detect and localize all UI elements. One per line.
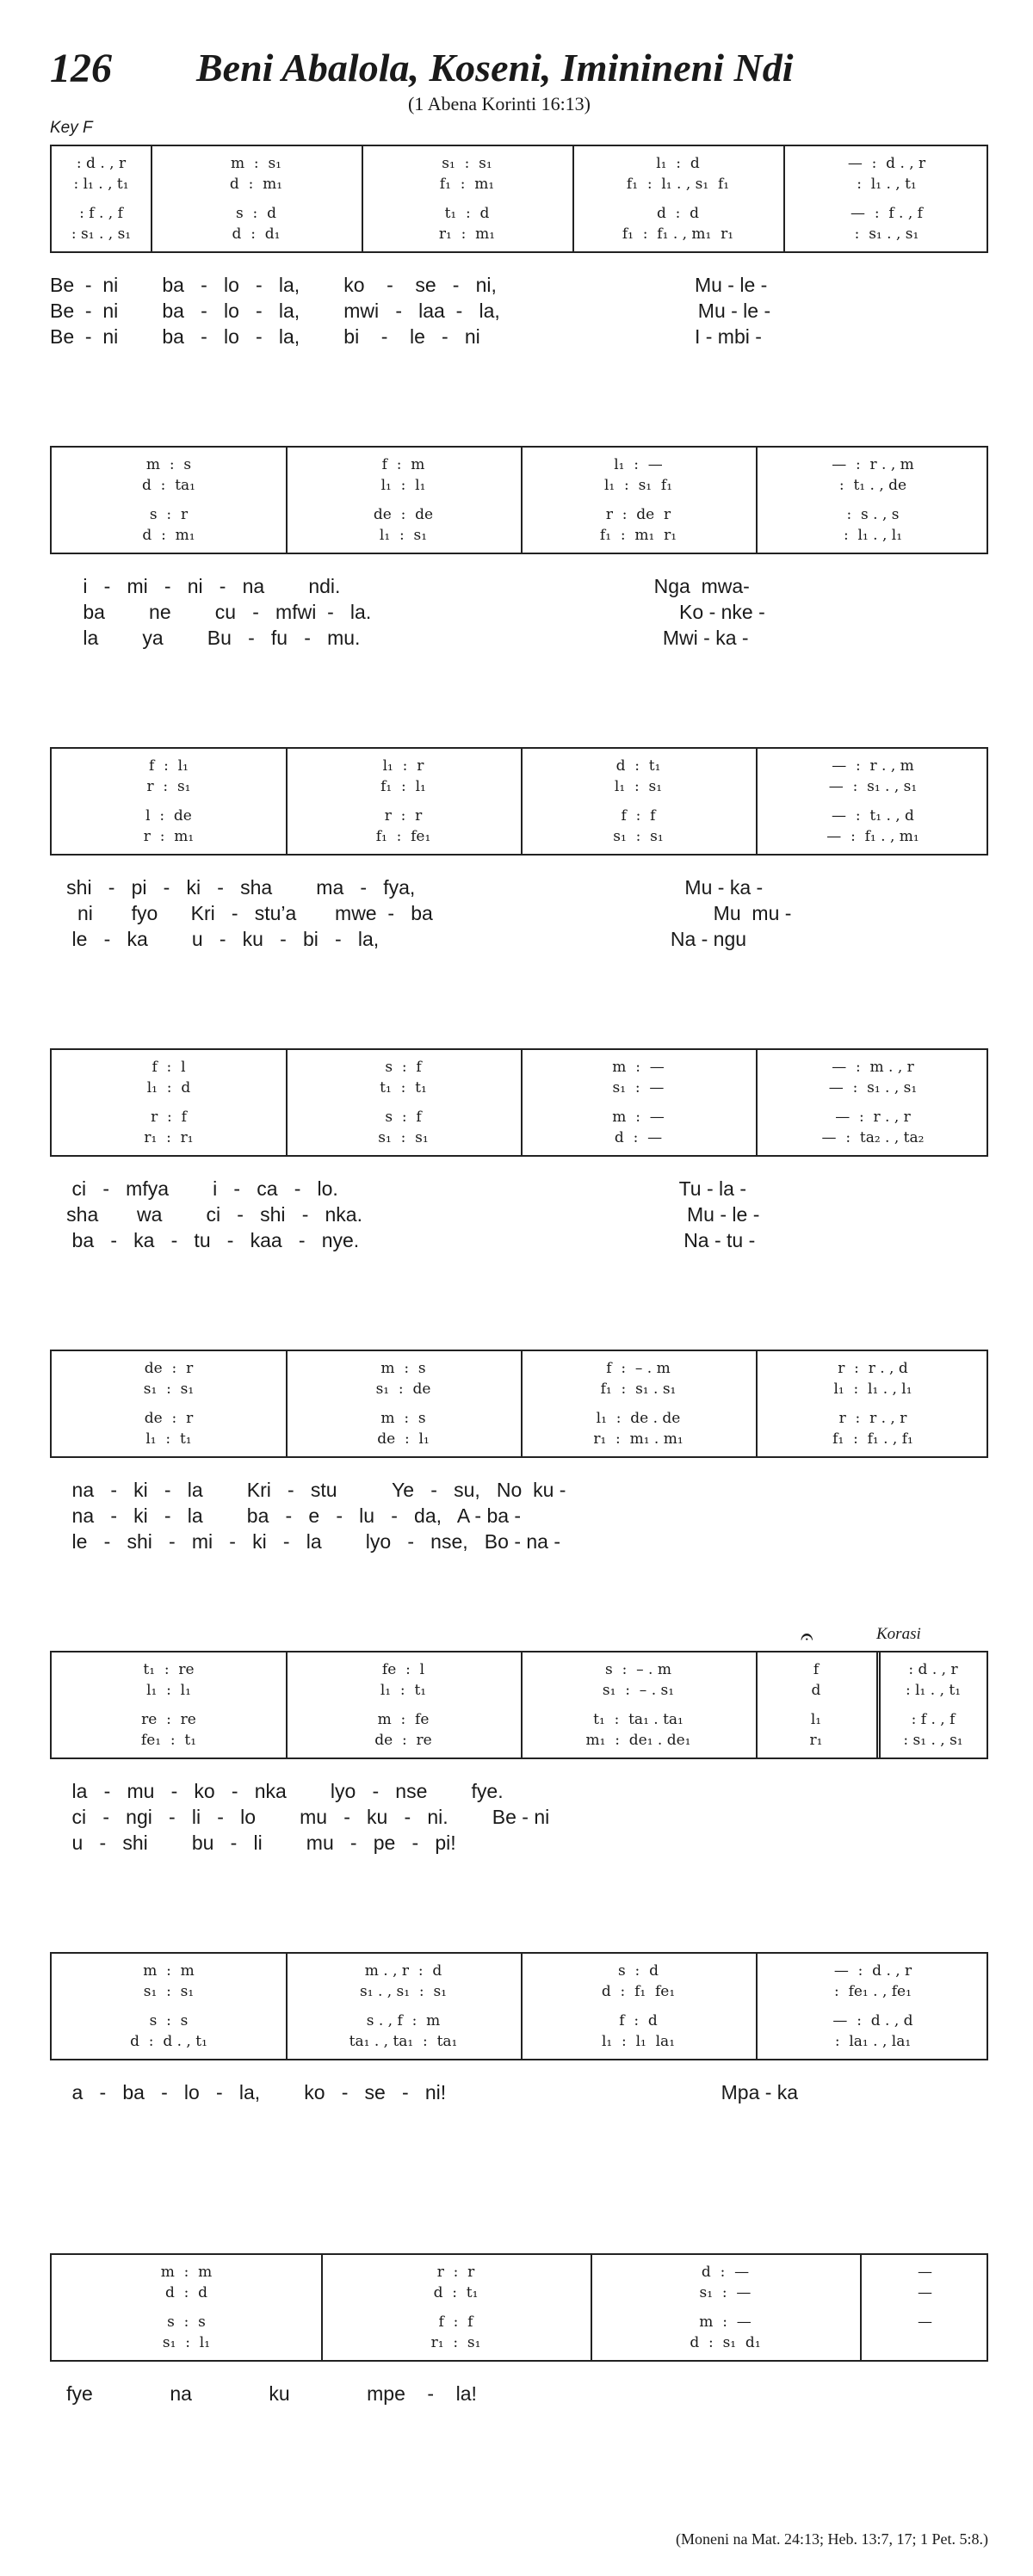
solfa-segment: s : f — [385, 1109, 422, 1126]
solfa-segment: r₁ : r₁ — [144, 1129, 194, 1146]
lyric-verse-3: le - ka u - ku - bi - la, Na - ngu — [50, 928, 747, 950]
solfa-segment: l₁ : d — [146, 1079, 191, 1096]
lyrics-block — [50, 573, 988, 651]
soprano-line — [52, 757, 987, 775]
solfa-segment: s : s — [149, 2012, 189, 2029]
lyric-verse-1: a - ba - lo - la, ko - se - ni! Mpa - ka — [50, 2081, 799, 2103]
solfa-segment: — — [918, 2284, 932, 2301]
solfa-segment: — : s₁ . , s₁ — [828, 1079, 918, 1096]
solfa-segment: s₁ : s₁ — [442, 155, 492, 172]
solfa-segment: r : r — [384, 807, 423, 825]
solfa-segment: s₁ : s₁ — [143, 1381, 195, 1398]
solfa-segment: : s₁ . , s₁ — [71, 225, 132, 243]
chorus-label: Korasi — [876, 1625, 921, 1643]
solfa-segment: f₁ : m₁ — [439, 176, 495, 193]
lyrics-block — [50, 272, 988, 349]
solfa-segment: f : m — [381, 456, 425, 473]
solfa-segment: s₁ : – . s₁ — [602, 1682, 675, 1699]
solfa-segment: l₁ — [810, 1711, 822, 1728]
solfa-segment: l₁ : s₁ f₁ — [603, 477, 673, 494]
soprano-line — [52, 1962, 987, 1980]
tenor-line — [52, 506, 987, 523]
scripture-reference: (1 Abena Korinti 16:13) — [407, 93, 591, 114]
solfa-staff — [50, 446, 988, 554]
solfa-segment: l₁ : de . de — [596, 1410, 681, 1427]
solfa-segment: : l₁ . , t₁ — [905, 1682, 962, 1699]
soprano-line — [52, 456, 987, 473]
solfa-segment: s . , f : m — [366, 2012, 441, 2029]
solfa-staff — [50, 2253, 988, 2362]
soprano-line — [52, 1059, 987, 1076]
solfa-segment: d : d₁ — [232, 225, 281, 243]
solfa-segment: f : l — [152, 1059, 186, 1076]
tenor-line — [52, 2012, 987, 2029]
tenor-line — [52, 1109, 987, 1126]
solfa-segment: f₁ : f₁ . , f₁ — [832, 1430, 913, 1448]
solfa-segment: m : fe — [377, 1711, 430, 1728]
hymn-number: 126 — [50, 46, 112, 91]
hymn-header — [50, 45, 988, 96]
solfa-segment: l₁ : r — [382, 757, 424, 775]
lyrics-block — [50, 1176, 988, 1253]
solfa-segment: — : r . , m — [832, 757, 914, 775]
solfa-segment: — : d . , r — [833, 1962, 912, 1980]
solfa-segment: l₁ : s₁ — [614, 778, 663, 795]
solfa-segment: de : l₁ — [377, 1430, 430, 1448]
solfa-segment: f₁ : f₁ . , m₁ r₁ — [622, 225, 734, 243]
solfa-segment: r : de r — [605, 506, 671, 523]
solfa-segment: r : r — [436, 2264, 475, 2281]
solfa-segment: — : r . , m — [832, 456, 914, 473]
lyrics-block — [50, 1778, 988, 1856]
soprano-line — [52, 2264, 987, 2281]
bass-line — [52, 1430, 987, 1448]
bass-line — [52, 225, 987, 243]
lyric-verse-2: ci - ngi - li - lo mu - ku - ni. Be - ni — [50, 1806, 550, 1828]
solfa-segment: ta₁ . , ta₁ : ta₁ — [349, 2033, 458, 2050]
solfa-segment: s : – . m — [605, 1661, 671, 1678]
solfa-segment: m : m — [160, 2264, 213, 2281]
solfa-staff — [50, 747, 988, 856]
lyric-verse-2: sha wa ci - shi - nka. Mu - le - — [50, 1203, 760, 1226]
lyrics-block — [50, 2079, 988, 2105]
solfa-segment: r : r . , r — [838, 1410, 907, 1427]
solfa-segment: s : f — [385, 1059, 422, 1076]
solfa-segment: s₁ : l₁ — [162, 2334, 211, 2351]
solfa-segment: r₁ : m₁ — [438, 225, 496, 243]
solfa-segment: f — [813, 1661, 820, 1678]
solfa-segment: : f . , f — [911, 1711, 956, 1728]
key-signature: Key F — [50, 119, 93, 137]
solfa-segment: s₁ : s₁ — [613, 828, 664, 845]
solfa-segment: l₁ : t₁ — [145, 1430, 192, 1448]
solfa-segment: d : — — [614, 1129, 663, 1146]
tenor-line — [52, 2313, 987, 2331]
alto-line — [52, 1079, 987, 1096]
solfa-segment: m : — — [699, 2313, 752, 2331]
solfa-segment: s₁ : s₁ — [378, 1129, 429, 1146]
solfa-staff — [50, 1350, 988, 1458]
solfa-segment: : la₁ . , la₁ — [834, 2033, 912, 2050]
solfa-segment: de : r — [144, 1360, 194, 1377]
bass-line — [52, 2334, 987, 2351]
alto-line — [52, 1381, 987, 1398]
solfa-segment: fe₁ : t₁ — [140, 1732, 197, 1749]
lyric-verse-2: ba ne cu - mfwi - la. Ko - nke - — [50, 601, 765, 623]
solfa-segment: s₁ : de — [375, 1381, 431, 1398]
solfa-segment: m : — — [612, 1109, 665, 1126]
solfa-segment: f₁ : fe₁ — [375, 828, 431, 845]
soprano-line — [52, 1360, 987, 1377]
lyric-verse-2: na - ki - la ba - e - lu - da, A - ba - — [50, 1504, 522, 1527]
solfa-segment: f₁ : s₁ . s₁ — [600, 1381, 677, 1398]
solfa-segment: — : t₁ . , d — [832, 807, 914, 825]
solfa-segment: : d . , r — [76, 155, 127, 172]
solfa-segment: d : t₁ — [615, 757, 661, 775]
solfa-segment: m : m — [143, 1962, 195, 1980]
bass-line — [52, 1732, 987, 1749]
solfa-segment: l : de — [145, 807, 192, 825]
solfa-segment: m : — — [612, 1059, 665, 1076]
bass-line — [52, 1129, 987, 1146]
fermata-icon: 𝄐 — [801, 1623, 813, 1649]
solfa-segment: : s₁ . , s₁ — [854, 225, 919, 243]
solfa-segment: r : s₁ — [146, 778, 191, 795]
solfa-segment: f : l₁ — [149, 757, 189, 775]
solfa-segment: m : s₁ — [230, 155, 281, 172]
alto-line — [52, 778, 987, 795]
solfa-segment: s₁ : — — [699, 2284, 752, 2301]
solfa-segment: r : r . , d — [838, 1360, 908, 1377]
solfa-segment: d : m₁ — [229, 176, 283, 193]
solfa-segment: d : — — [701, 2264, 750, 2281]
lyric-verse-3: la ya Bu - fu - mu. Mwi - ka - — [50, 627, 749, 649]
solfa-segment: — — [918, 2264, 932, 2281]
solfa-segment: r₁ : s₁ — [430, 2334, 481, 2351]
solfa-segment: f : f — [621, 807, 656, 825]
solfa-segment: l₁ : l₁ . , l₁ — [833, 1381, 912, 1398]
solfa-segment: : d . , r — [908, 1661, 958, 1678]
solfa-segment: s : s — [167, 2313, 206, 2331]
lyrics-block — [50, 2381, 988, 2406]
alto-line — [52, 1983, 987, 2000]
solfa-segment: : t₁ . , de — [838, 477, 907, 494]
solfa-segment: s₁ : — — [612, 1079, 665, 1096]
solfa-segment: r₁ : m₁ . m₁ — [593, 1430, 684, 1448]
solfa-segment: de : de — [373, 506, 434, 523]
lyric-verse-3: u - shi bu - li mu - pe - pi! — [50, 1832, 456, 1854]
solfa-segment: r : m₁ — [143, 828, 195, 845]
solfa-segment: m . , r : d — [364, 1962, 442, 1980]
solfa-segment: d : ta₁ — [141, 477, 195, 494]
alto-line — [52, 1682, 987, 1699]
solfa-segment: s : r — [149, 506, 189, 523]
solfa-segment: — : r . , r — [835, 1109, 911, 1126]
bass-line — [52, 2033, 987, 2050]
lyric-verse-1: na - ki - la Kri - stu Ye - su, No ku - — [50, 1479, 566, 1501]
solfa-segment: f₁ : l₁ — [380, 778, 426, 795]
solfa-segment: f : d — [619, 2012, 658, 2029]
solfa-segment: d : d — [164, 2284, 208, 2301]
solfa-segment: l₁ : l₁ — [146, 1682, 191, 1699]
lyric-verse-3: le - shi - mi - ki - la lyo - nse, Bo - na - — [50, 1530, 561, 1553]
tenor-line — [52, 1410, 987, 1427]
lyric-verse-2: ni fyo Kri - stu’a mwe - ba Mu mu - — [50, 902, 792, 924]
tenor-line — [52, 807, 987, 825]
hymn-title: Beni Abalola, Koseni, Iminineni Ndi — [196, 46, 794, 90]
solfa-segment: d — [811, 1682, 821, 1699]
solfa-segment: f₁ : m₁ r₁ — [599, 527, 677, 544]
solfa-segment: l₁ : d — [656, 155, 700, 172]
solfa-segment: s₁ . , s₁ : s₁ — [360, 1983, 447, 2000]
lyric-verse-1: ci - mfya i - ca - lo. Tu - la - — [50, 1177, 746, 1200]
solfa-segment: re : re — [141, 1711, 196, 1728]
solfa-segment: — : d . , r — [847, 155, 926, 172]
solfa-segment: m : s — [380, 1360, 426, 1377]
solfa-segment: t₁ : ta₁ . ta₁ — [593, 1711, 684, 1728]
bass-line — [52, 828, 987, 845]
solfa-segment: — : ta₂ . , ta₂ — [821, 1129, 925, 1146]
solfa-segment: r : f — [151, 1109, 187, 1126]
solfa-segment: : f . , f — [79, 205, 123, 222]
solfa-segment: d : d — [656, 205, 700, 222]
footer-references: (Moneni na Mat. 24:13; Heb. 13:7, 17; 1 Pet. 5:8.) — [676, 2530, 988, 2548]
lyric-verse-1: la - mu - ko - nka lyo - nse fye. — [50, 1780, 504, 1802]
solfa-segment: l₁ : — — [614, 456, 663, 473]
solfa-segment: — : d . , d — [832, 2012, 913, 2029]
solfa-segment: : s₁ . , s₁ — [903, 1732, 963, 1749]
solfa-segment: d : m₁ — [142, 527, 195, 544]
solfa-segment: de : r — [144, 1410, 194, 1427]
solfa-segment: : s . , s — [846, 506, 900, 523]
solfa-segment: f : – . m — [606, 1360, 671, 1377]
lyric-verse-1: i - mi - ni - na ndi. Nga mwa- — [50, 575, 750, 597]
solfa-segment: de : re — [374, 1732, 432, 1749]
solfa-segment: — : s₁ . , s₁ — [828, 778, 918, 795]
solfa-segment: l₁ : s₁ — [379, 527, 428, 544]
alto-line — [52, 477, 987, 494]
soprano-line — [52, 155, 987, 172]
lyric-verse-3: ba - ka - tu - kaa - nye. Na - tu - — [50, 1229, 756, 1251]
solfa-segment: s : d — [236, 205, 276, 222]
solfa-segment: t₁ : re — [143, 1661, 195, 1678]
lyric-verse-1: shi - pi - ki - sha ma - fya, Mu - ka - — [50, 876, 764, 899]
lyrics-block — [50, 1477, 988, 1554]
lyric-verse-1: Be - ni ba - lo - la, ko - se - ni, Mu - le - — [50, 274, 768, 296]
solfa-segment: : l₁ . , t₁ — [73, 176, 129, 193]
lyric-verse-1: fye na ku mpe - la! — [50, 2382, 477, 2405]
solfa-segment: — : f . , f — [851, 205, 923, 222]
solfa-segment: l₁ : l₁ — [380, 477, 426, 494]
alto-line — [52, 2284, 987, 2301]
solfa-segment: f : f — [438, 2313, 473, 2331]
solfa-segment: r₁ — [809, 1732, 823, 1749]
solfa-segment: — : m . , r — [832, 1059, 914, 1076]
solfa-segment: m₁ : de₁ . de₁ — [585, 1732, 691, 1749]
solfa-segment: — — [918, 2313, 932, 2331]
solfa-segment: t₁ : t₁ — [380, 1079, 427, 1096]
bass-line — [52, 527, 987, 544]
solfa-segment: l₁ : t₁ — [380, 1682, 427, 1699]
solfa-segment: : l₁ . , l₁ — [843, 527, 903, 544]
solfa-segment: : fe₁ . , fe₁ — [834, 1983, 912, 2000]
tenor-line — [52, 1711, 987, 1728]
solfa-segment: s₁ : s₁ — [143, 1983, 195, 2000]
solfa-segment: d : f₁ fe₁ — [601, 1983, 676, 2000]
solfa-segment: d : s₁ d₁ — [690, 2334, 761, 2351]
solfa-staff — [50, 1048, 988, 1157]
tenor-line — [52, 205, 987, 222]
solfa-segment: f₁ : l₁ . , s₁ f₁ — [626, 176, 730, 193]
solfa-segment: m : s — [145, 456, 192, 473]
solfa-segment: fe : l — [381, 1661, 425, 1678]
solfa-segment: — : f₁ . , m₁ — [826, 828, 919, 845]
solfa-segment: m : s — [380, 1410, 426, 1427]
lyric-verse-2: Be - ni ba - lo - la, mwi - laa - la, Mu - le - — [50, 300, 771, 322]
lyrics-block — [50, 874, 988, 952]
solfa-segment: s : d — [618, 1962, 659, 1980]
solfa-segment: d : t₁ — [433, 2284, 479, 2301]
alto-line — [52, 176, 987, 193]
solfa-segment: t₁ : d — [444, 205, 490, 222]
solfa-segment: l₁ : l₁ la₁ — [601, 2033, 676, 2050]
lyric-verse-3: Be - ni ba - lo - la, bi - le - ni I - mbi - — [50, 325, 762, 348]
solfa-staff — [50, 1952, 988, 2060]
solfa-segment: : l₁ . , t₁ — [857, 176, 917, 193]
solfa-segment: d : d . , t₁ — [130, 2033, 207, 2050]
solfa-staff — [50, 1651, 988, 1759]
soprano-line — [52, 1661, 987, 1678]
solfa-staff — [50, 145, 988, 253]
